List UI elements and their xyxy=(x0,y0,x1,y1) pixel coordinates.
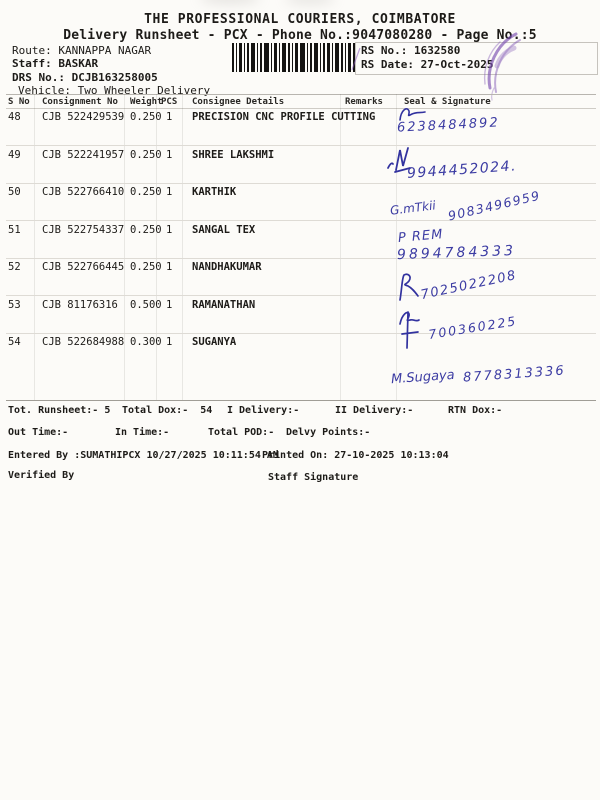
cell-consignee: KARTHIK xyxy=(192,186,237,198)
row-divider xyxy=(6,145,596,146)
rs-no-line xyxy=(361,44,460,57)
signature-phone: 6238484892 xyxy=(396,115,501,136)
column-divider xyxy=(156,94,157,400)
cell-weight: 0.250 xyxy=(130,149,162,161)
route-line xyxy=(12,44,151,57)
cell-consignment: CJB 522429539 xyxy=(42,111,125,123)
cell-sno: 50 xyxy=(8,186,21,198)
staff-value: BASKAR xyxy=(58,57,99,70)
rs-no-label: RS No.: xyxy=(361,44,408,57)
signature-name: P REM xyxy=(397,227,445,246)
cell-weight: 0.300 xyxy=(130,336,162,348)
out-time: Out Time:- xyxy=(8,427,69,438)
col-header-sno: S No xyxy=(8,97,30,107)
cell-pcs: 1 xyxy=(166,111,173,123)
cell-consignee: SUGANYA xyxy=(192,336,237,348)
cell-consignment: CJB 522766410 xyxy=(42,186,125,198)
cell-consignment: CJB 522754337 xyxy=(42,224,125,236)
rs-date-label: RS Date: xyxy=(361,58,414,71)
cell-consignment: CJB 81176316 xyxy=(42,299,118,311)
signature-phone: 9944452024. xyxy=(406,158,518,182)
cell-sno: 54 xyxy=(8,336,21,348)
route-value: KANNAPPA NAGAR xyxy=(58,44,152,57)
cell-pcs: 1 xyxy=(166,224,173,236)
tot-runsheet-value: 5 xyxy=(104,405,111,416)
signature-phone: 8778313336 xyxy=(462,363,567,386)
route-label: Route: xyxy=(12,44,52,57)
total-dox-label: Total Dox:- xyxy=(122,405,189,416)
cell-consignee: PRECISION CNC PROFILE CUTTING xyxy=(192,111,376,123)
col-header-pcs: PCS xyxy=(161,97,178,107)
col-header-consignee: Consignee Details xyxy=(192,97,285,107)
rs-no-value: 1632580 xyxy=(413,44,461,57)
cell-sno: 53 xyxy=(8,299,21,311)
cell-pcs: 1 xyxy=(166,186,173,198)
col-header-seal: Seal & Signature xyxy=(404,97,491,107)
delvy-points: Delvy Points:- xyxy=(286,427,371,438)
cell-consignee: RAMANATHAN xyxy=(192,299,256,311)
column-divider xyxy=(340,94,341,400)
row-divider xyxy=(6,333,596,334)
vehicle-label: Vehicle: xyxy=(18,84,71,97)
cell-sno: 51 xyxy=(8,224,21,236)
signature-scribble xyxy=(396,308,424,352)
total-dox xyxy=(122,405,212,416)
cell-consignee: SHREE LAKSHMI xyxy=(192,149,275,161)
signature-scribble xyxy=(396,272,420,302)
signature-name: G.mTkii xyxy=(389,198,437,218)
table-top-border xyxy=(6,94,596,95)
cell-consignment: CJB 522766445 xyxy=(42,261,125,273)
barcode xyxy=(232,43,356,72)
signature-phone: 700360225 xyxy=(427,313,519,342)
tot-runsheet-label: Tot. Runsheet:- xyxy=(8,405,99,416)
cell-consignee: NANDHAKUMAR xyxy=(192,261,262,273)
entered-by: Entered By :SUMATHIPCX 10/27/2025 10:11:54 AM xyxy=(8,450,279,461)
signature-phone: 7025022208 xyxy=(419,268,519,303)
page-subtitle: Delivery Runsheet - PCX - Phone No.:9047080280 - Page No.:5 xyxy=(63,28,537,43)
vehicle-value: Two Wheeler Delivery xyxy=(77,84,211,97)
i-delivery: I Delivery:- xyxy=(227,405,300,416)
rs-date-value: 27-Oct-2025 xyxy=(420,58,494,71)
tot-runsheet xyxy=(8,405,110,416)
cell-pcs: 1 xyxy=(166,261,173,273)
cell-consignment: CJB 522241957 xyxy=(42,149,125,161)
cell-pcs: 1 xyxy=(166,149,173,161)
cell-weight: 0.250 xyxy=(130,111,162,123)
row-divider xyxy=(6,295,596,296)
column-divider xyxy=(182,94,183,400)
scan-smudge xyxy=(200,0,260,4)
cell-weight: 0.250 xyxy=(130,224,162,236)
pen-mark xyxy=(349,46,363,72)
total-pod: Total POD:- xyxy=(208,427,275,438)
verified-by: Verified By xyxy=(8,470,75,481)
cell-consignee: SANGAL TEX xyxy=(192,224,256,236)
ii-delivery: II Delivery:- xyxy=(335,405,414,416)
staff-signature-label: Staff Signature xyxy=(268,472,359,483)
cell-weight: 0.500 xyxy=(130,299,162,311)
signature-phone: 9083496959 xyxy=(446,187,543,224)
printed-on: Printed On: 27-10-2025 10:13:04 xyxy=(262,450,449,461)
cell-consignment: CJB 522684988 xyxy=(42,336,125,348)
drs-line xyxy=(12,71,158,84)
cell-pcs: 1 xyxy=(166,336,173,348)
total-dox-value: 54 xyxy=(200,405,213,416)
signature-name: M.Sugaya xyxy=(390,367,456,388)
table-bottom-border xyxy=(6,400,596,401)
column-divider xyxy=(124,94,125,400)
rtn-dox: RTN Dox:- xyxy=(448,405,503,416)
drs-value: DCJB163258005 xyxy=(71,71,158,84)
col-header-remarks: Remarks xyxy=(345,97,383,107)
cell-sno: 48 xyxy=(8,111,21,123)
column-divider xyxy=(34,94,35,400)
drs-label: DRS No.: xyxy=(12,71,65,84)
col-header-weight: Weight xyxy=(130,97,163,107)
staff-line xyxy=(12,57,98,70)
staff-label: Staff: xyxy=(12,57,52,70)
cell-pcs: 1 xyxy=(166,299,173,311)
scan-smudge xyxy=(285,0,335,4)
cell-sno: 52 xyxy=(8,261,21,273)
signature-phone: 9894784333 xyxy=(396,242,517,264)
cell-weight: 0.250 xyxy=(130,261,162,273)
table-header-border xyxy=(6,108,596,109)
cell-weight: 0.250 xyxy=(130,186,162,198)
row-divider xyxy=(6,220,596,221)
row-divider xyxy=(6,183,596,184)
in-time: In Time:- xyxy=(115,427,170,438)
cell-sno: 49 xyxy=(8,149,21,161)
page-title: THE PROFESSIONAL COURIERS, COIMBATORE xyxy=(144,12,456,27)
col-header-consignment: Consignment No xyxy=(42,97,118,107)
